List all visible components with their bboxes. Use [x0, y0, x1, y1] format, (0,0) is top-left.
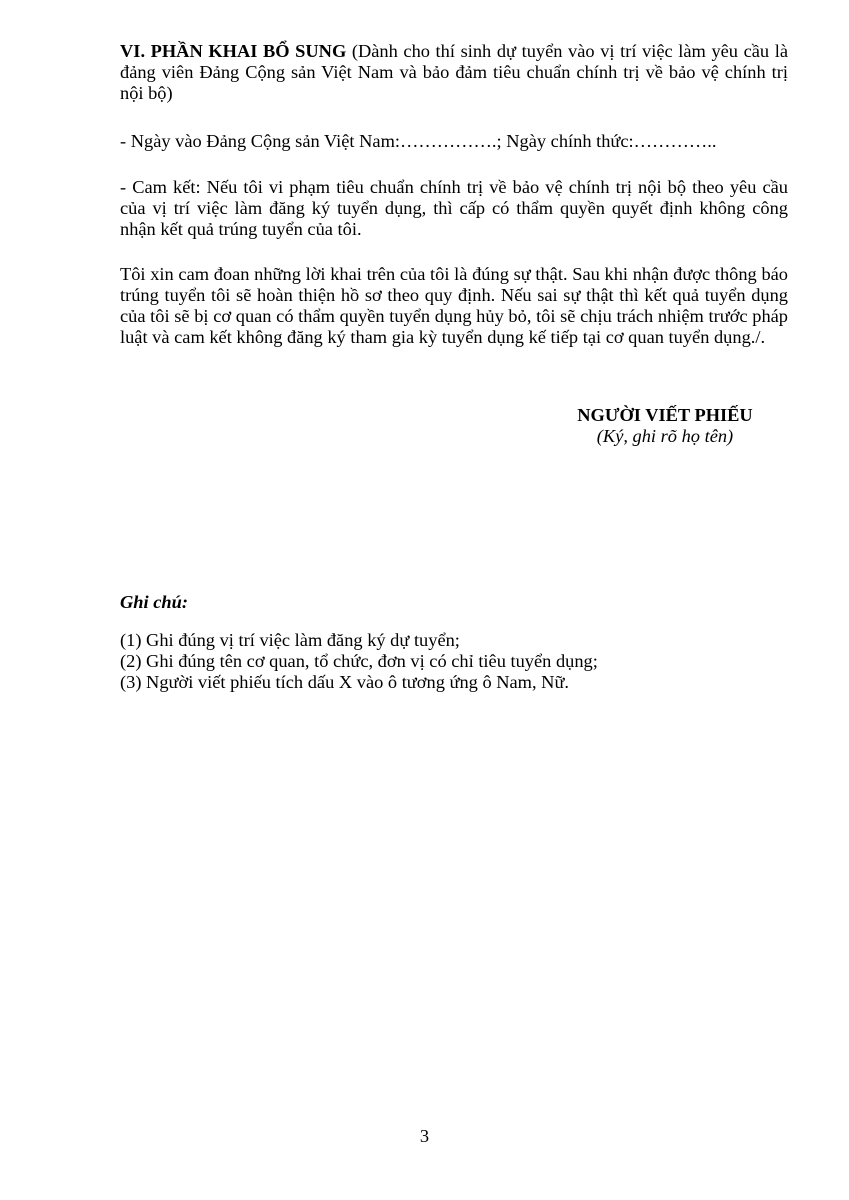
signature-block [520, 405, 810, 447]
signature-title: NGƯỜI VIẾT PHIẾU [577, 405, 753, 425]
note-item-2: (2) Ghi đúng tên cơ quan, tổ chức, đơn vị có chỉ tiêu tuyển dụng; [120, 651, 598, 671]
section-vi-description: (Dành cho thí sinh dự tuyển vào vị trí việc làm yêu cầu là đảng viên Đảng Cộng sản Việt Nam và bảo đảm tiêu chuẩn chính trị về bảo vệ chính trị nội bộ) [120, 41, 788, 103]
section-vi-title: VI. PHẦN KHAI BỔ SUNG [120, 41, 347, 61]
section-vi-paragraph [120, 41, 788, 104]
signature-subtitle: (Ký, ghi rõ họ tên) [596, 426, 734, 446]
declaration-paragraph: Tôi xin cam đoan những lời khai trên của tôi là đúng sự thật. Sau khi nhận được thông báo trúng tuyển tôi sẽ hoàn thiện hồ sơ theo quy định. Nếu sai sự thật thì kết quả tuyển dụng của tôi sẽ bị cơ quan có thẩm quyền tuyển dụng hủy bỏ, tôi sẽ chịu trách nhiệm trước pháp luật và cam kết không đăng ký tham gia kỳ tuyển dụng kế tiếp tại cơ quan tuyển dụng./. [120, 264, 788, 347]
commitment-paragraph: - Cam kết: Nếu tôi vi phạm tiêu chuẩn chính trị về bảo vệ chính trị nội bộ theo yêu cầu của vị trí việc làm đăng ký tuyển dụng, thì cấp có thẩm quyền quyết định không công nhận kết quả trúng tuyển của tôi. [120, 177, 788, 239]
notes-title: Ghi chú: [120, 592, 188, 612]
notes-list [120, 630, 800, 693]
note-item-3: (3) Người viết phiếu tích dấu X vào ô tương ứng ô Nam, Nữ. [120, 672, 570, 692]
page-number: 3 [419, 1126, 430, 1146]
party-dates-line: - Ngày vào Đảng Cộng sản Việt Nam:…………….; Ngày chính thức:………….. [120, 131, 717, 151]
note-item-1: (1) Ghi đúng vị trí việc làm đăng ký dự tuyển; [120, 630, 460, 650]
